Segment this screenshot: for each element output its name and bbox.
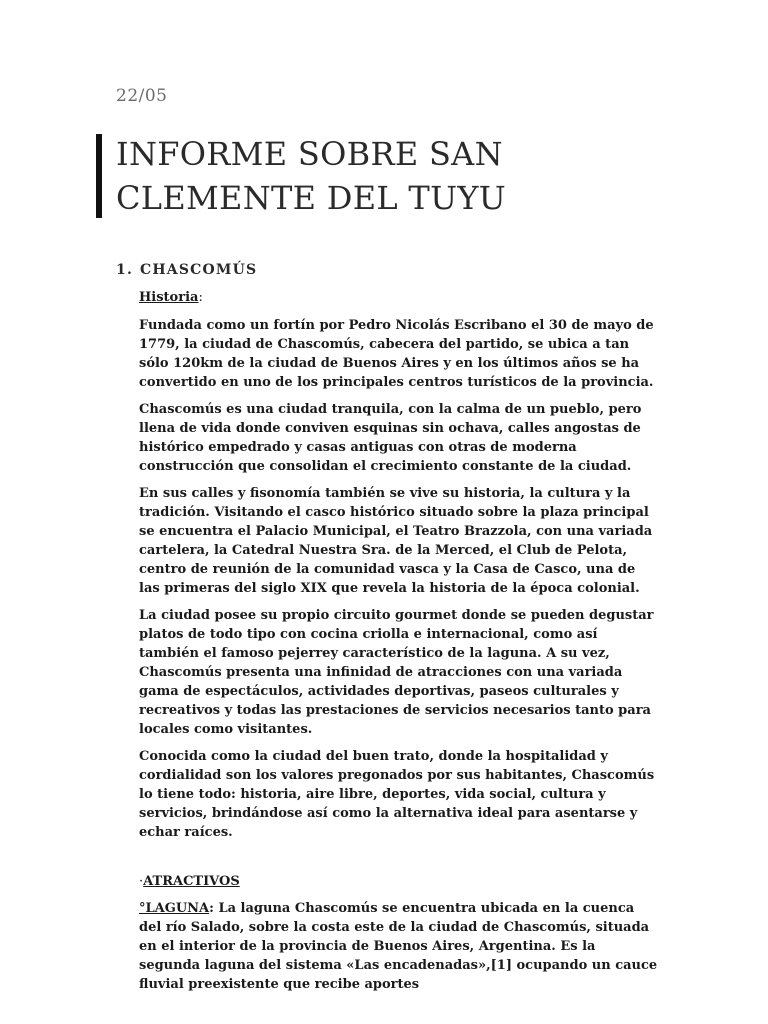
historia-paragraph-2: Chascomús es una ciudad tranquila, con la calma de un pueblo, pero llena de vida donde conviven esquinas sin ochava, calles angostas de histórico empedrado y casas antiguas con otras de moderna construcción que consolidan el crecimiento constante de la ciudad. (139, 402, 642, 474)
atractivos-label: ATRACTIVOS (143, 874, 240, 889)
historia-paragraph-5: Conocida como la ciudad del buen trato, donde la hospitalidad y cordialidad son los valores pregonados por sus habitantes, Chascomús lo tiene todo: historia, aire libre, deportes, vida social, cultura y servicios, brindándose así como la alternativa ideal para asentarse y echar raíces. (139, 749, 655, 840)
section-content (139, 288, 659, 1002)
historia-paragraph-3: En sus calles y fisonomía también se vive su historia, la cultura y la tradición. Visitando el casco histórico situado sobre la plaza principal se encuentra el Palacio Municipal, el Teatro Brazzola, con una variada cartelera, la Catedral Nuestra Sra. de la Merced, el Club de Pelota, centro de reunión de la comunidad vasca y la Casa de Casco, una de las primeras del siglo XIX que revela la historia de la época colonial. (139, 486, 653, 596)
bullet-icon: · (139, 874, 144, 889)
historia-colon: : (198, 290, 203, 305)
document-title: INFORME SOBRE SAN CLEMENTE DEL TUYU (116, 135, 507, 217)
historia-label-line (139, 288, 659, 307)
atractivos-heading (139, 872, 659, 891)
title-block (96, 132, 676, 220)
document-date: 22/05 (116, 86, 168, 106)
section-heading (116, 262, 257, 278)
laguna-paragraph (139, 899, 659, 994)
historia-label: Historia (139, 290, 199, 305)
historia-paragraph-1: Fundada como un fortín por Pedro Nicolás Escribano el 30 de mayo de 1779, la ciudad de Chascomús, cabecera del partido, se ubica a tan sólo 120km de la ciudad de Buenos Aires y en los últimos años se ha convertido en uno de los principales centros turísticos de la provincia. (139, 318, 654, 390)
historia-paragraph-4: La ciudad posee su propio circuito gourmet donde se pueden degustar platos de todo tipo con cocina criolla e internacional, como así también el famoso pejerrey característico de la laguna. A su vez, Chascomús presenta una infinidad de atracciones con una variada gama de espectáculos, actividades deportivas, paseos culturales y recreativos y todas las prestaciones de servicios necesarios tanto para locales como visitantes. (139, 608, 654, 737)
section-number: 1. (116, 262, 134, 278)
spacer (139, 850, 659, 872)
laguna-label: °LAGUNA (139, 901, 210, 916)
title-accent-bar (96, 134, 102, 218)
section-name: CHASCOMÚS (140, 262, 258, 278)
laguna-text: : La laguna Chascomús se encuentra ubicada en la cuenca del río Salado, sobre la costa este de la ciudad de Chascomús, situada en el interior de la provincia de Buenos Aires, Argentina. Es la segunda laguna del sistema «Las encadenadas»,[1] ocupando un cauce fluvial preexistente que recibe aportes (139, 901, 658, 992)
